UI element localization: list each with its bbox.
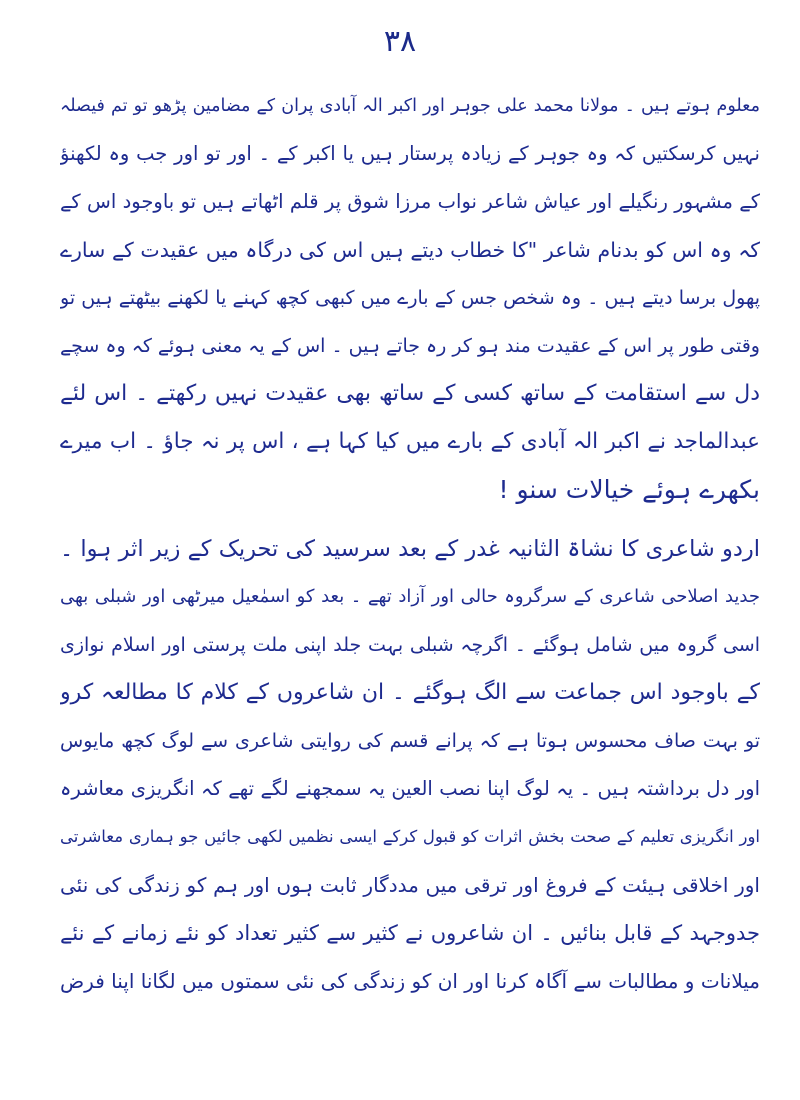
text-line: جدید اصلاحی شاعری کے سرگروہ حالی اور آزاد تھے ۔ بعد کو اسمٰعیل میرٹھی اور شبلی بھی xyxy=(60,586,760,607)
text-line: تو بہت صاف محسوس ہوتا ہے کہ پرانے قسم کی روایتی شاعری سے لوگ کچھ مایوس xyxy=(60,730,760,752)
text-line: اور دل برداشتہ ہیں ۔ یہ لوگ اپنا نصب العین یہ سمجھنے لگے تھے کہ انگریزی معاشرہ xyxy=(60,777,760,800)
text-line: اور انگریزی تعلیم کے صحت بخش اثرات کو قبول کرکے ایسی نظمیں لکھی جائیں جو ہماری معاشرتی xyxy=(60,827,760,846)
text-line: کے مشہور رنگیلے اور عیاش شاعر نواب مرزا شوق پر قلم اٹھاتے ہیں تو باوجود اس کے xyxy=(60,190,760,213)
text-line: وقتی طور پر اس کے عقیدت مند ہو کر رہ جاتے ہیں ۔ اس کے یہ معنی ہوئے کہ وہ سچے xyxy=(60,335,760,357)
text-line: اور اخلاقی ہیئت کے فروغ اور ترقی میں مددگار ثابت ہوں اور ہم کو زندگی کی نئی xyxy=(60,873,760,897)
paragraph-1 xyxy=(60,82,760,514)
text-line: جدوجہد کے قابل بنائیں ۔ ان شاعروں نے کثیر سے کثیر تعداد کو نئے زمانے کے نئے xyxy=(60,921,760,945)
text-line: بکھرے ہوئے خیالات سنو ! xyxy=(498,475,760,504)
page-number: ۳۸ xyxy=(383,24,417,59)
text-line: اردو شاعری کا نشاۃ الثانیہ غدر کے بعد سرسید کی تحریک کے زیر اثر ہوا ۔ xyxy=(60,536,760,562)
text-line: کہ وہ اس کو بدنام شاعر "کا خطاب دیتے ہیں اس کی درگاہ میں عقیدت کے سارے xyxy=(60,238,760,262)
text-line: پھول برسا دیتے ہیں ۔ وہ شخص جس کے بارے میں کبھی کچھ کہنے یا لکھنے بیٹھتے ہیں تو xyxy=(60,287,760,309)
paragraph-2 xyxy=(60,525,760,1005)
text-line: میلانات و مطالبات سے آگاہ کرنا اور ان کو زندگی کی نئی سمتوں میں لگانا اپنا فرض xyxy=(60,969,760,993)
text-line: کے باوجود اس جماعت سے الگ ہوگئے ۔ ان شاعروں کے کلام کا مطالعہ کرو xyxy=(60,680,760,705)
text-line: دل سے استقامت کے ساتھ کسی کے ساتھ بھی عقیدت نہیں رکھتے ۔ اس لئے xyxy=(60,381,760,406)
text-line: اسی گروہ میں شامل ہوگئے ۔ اگرچہ شبلی بہت جلد اپنی ملت پرستی اور اسلام نوازی xyxy=(60,634,760,656)
text-line: معلوم ہوتے ہیں ۔ مولانا محمد علی جوہر اور اکبر الہ آبادی پران کے مضامین پڑھو تو تم فیصلہ xyxy=(60,96,760,116)
text-line: عبدالماجد نے اکبر الہ آبادی کے بارے میں کیا کہا ہے ، اس پر نہ جاؤ ۔ اب میرے xyxy=(60,429,760,454)
text-line: نہیں کرسکتیں کہ وہ جوہر کے زیادہ پرستار ہیں یا اکبر کے ۔ اور تو اور جب وہ لکھنؤ xyxy=(60,142,760,165)
